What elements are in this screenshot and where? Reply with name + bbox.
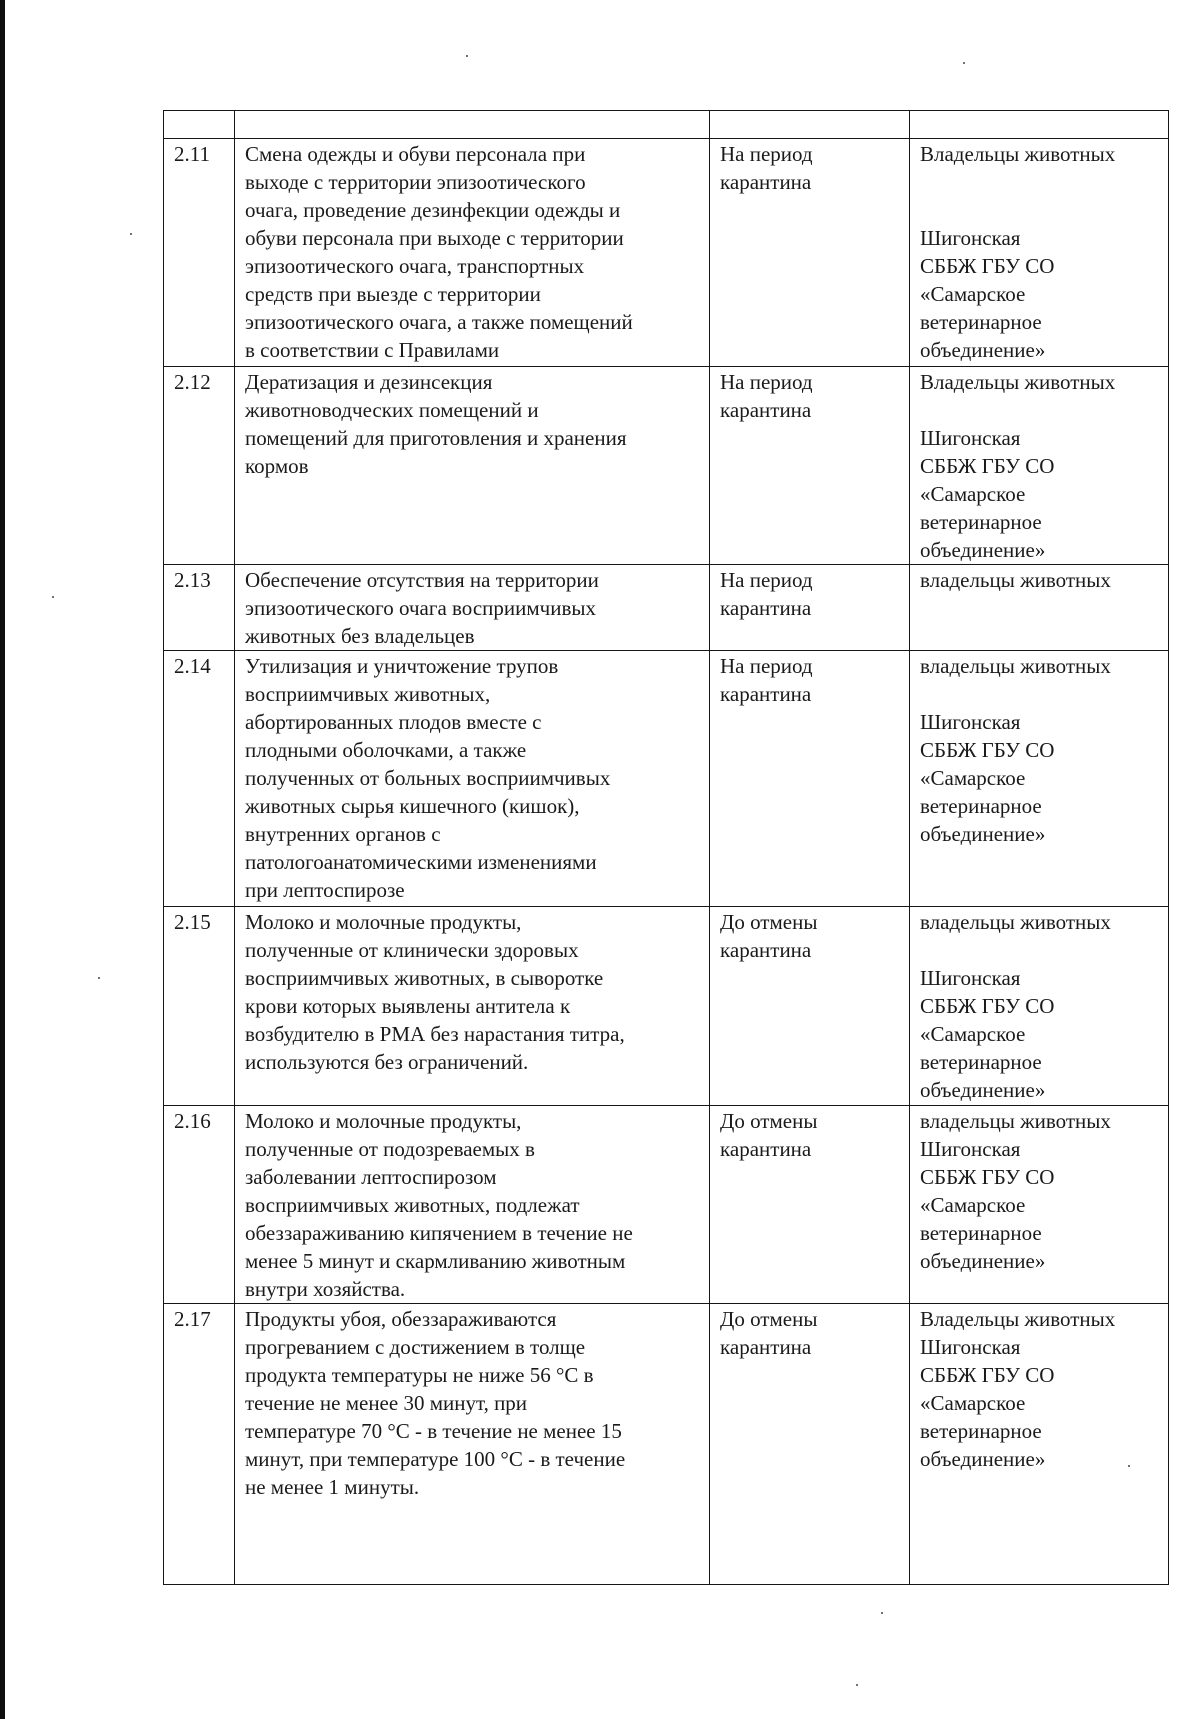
row-number: 2.12 <box>164 367 235 565</box>
row-period: На период карантина <box>710 565 910 651</box>
row-responsible: владельцы животных Шигонская СББЖ ГБУ СО «Самарское ветеринарное объединение» <box>910 651 1169 907</box>
header-cell-period <box>710 111 910 139</box>
row-measure: Утилизация и уничтожение трупов восприимчивых животных, абортированных плодов вместе с плодными оболочками, а также полученных от больных восприимчивых животных сырья кишечного (кишок), внутренних органов с патологоанатомическими изменениями при лептоспирозе <box>235 651 710 907</box>
row-responsible: владельцы животных Шигонская СББЖ ГБУ СО «Самарское ветеринарное объединение» <box>910 907 1169 1106</box>
row-measure: Молоко и молочные продукты, полученные от подозреваемых в заболевании лептоспирозом восприимчивых животных, подлежат обеззараживанию кипячением в течение не менее 5 минут и скармливанию животным внутри хозяйства. <box>235 1106 710 1304</box>
table-row <box>164 651 1169 907</box>
scan-speck <box>466 55 468 57</box>
row-period: На период карантина <box>710 651 910 907</box>
row-responsible: владельцы животных Шигонская СББЖ ГБУ СО «Самарское ветеринарное объединение» <box>910 1106 1169 1304</box>
row-measure: Смена одежды и обуви персонала при выходе с территории эпизоотического очага, проведение дезинфекции одежды и обуви персонала при выходе с территории эпизоотического очага, транспортных средств при выезде с территории эпизоотического очага, а также помещений в соответствии с Правилами <box>235 139 710 367</box>
table-row <box>164 367 1169 565</box>
table-row <box>164 1106 1169 1304</box>
header-cell-number <box>164 111 235 139</box>
row-measure: Продукты убоя, обеззараживаются прогреванием с достижением в толще продукта температуры не ниже 56 °С в течение не менее 30 минут, при температуре 70 °С - в течение не менее 15 минут, при температуре 100 °С - в течение не менее 1 минуты. <box>235 1304 710 1585</box>
table-row <box>164 565 1169 651</box>
table-row <box>164 1304 1169 1585</box>
row-period: На период карантина <box>710 139 910 367</box>
row-number: 2.16 <box>164 1106 235 1304</box>
row-responsible: владельцы животных <box>910 565 1169 651</box>
scan-speck <box>52 596 54 598</box>
scan-left-edge <box>0 0 5 1719</box>
measures-table <box>163 110 1169 1585</box>
scan-speck <box>856 1684 858 1686</box>
row-period: До отмены карантина <box>710 1106 910 1304</box>
row-number: 2.17 <box>164 1304 235 1585</box>
row-responsible: Владельцы животных Шигонская СББЖ ГБУ СО «Самарское ветеринарное объединение» <box>910 139 1169 367</box>
row-responsible: Владельцы животных Шигонская СББЖ ГБУ СО «Самарское ветеринарное объединение» <box>910 1304 1169 1585</box>
row-period: До отмены карантина <box>710 907 910 1106</box>
header-cell-measure <box>235 111 710 139</box>
scan-speck <box>963 62 965 64</box>
row-period: На период карантина <box>710 367 910 565</box>
table-row <box>164 139 1169 367</box>
row-number: 2.14 <box>164 651 235 907</box>
row-measure: Молоко и молочные продукты, полученные от клинически здоровых восприимчивых животных, в сыворотке крови которых выявлены антитела к возбудителю в РМА без нарастания титра, используются без ограничений. <box>235 907 710 1106</box>
row-number: 2.15 <box>164 907 235 1106</box>
row-measure: Дератизация и дезинсекция животноводческих помещений и помещений для приготовления и хранения кормов <box>235 367 710 565</box>
table-header-row <box>164 111 1169 139</box>
header-cell-responsible <box>910 111 1169 139</box>
scan-speck <box>98 977 100 979</box>
row-period: До отмены карантина <box>710 1304 910 1585</box>
row-number: 2.13 <box>164 565 235 651</box>
row-measure: Обеспечение отсутствия на территории эпизоотического очага восприимчивых животных без владельцев <box>235 565 710 651</box>
scan-speck <box>1128 1465 1130 1467</box>
row-responsible: Владельцы животных Шигонская СББЖ ГБУ СО «Самарское ветеринарное объединение» <box>910 367 1169 565</box>
scan-speck <box>130 233 132 235</box>
table-row <box>164 907 1169 1106</box>
row-number: 2.11 <box>164 139 235 367</box>
scan-speck <box>881 1612 883 1614</box>
